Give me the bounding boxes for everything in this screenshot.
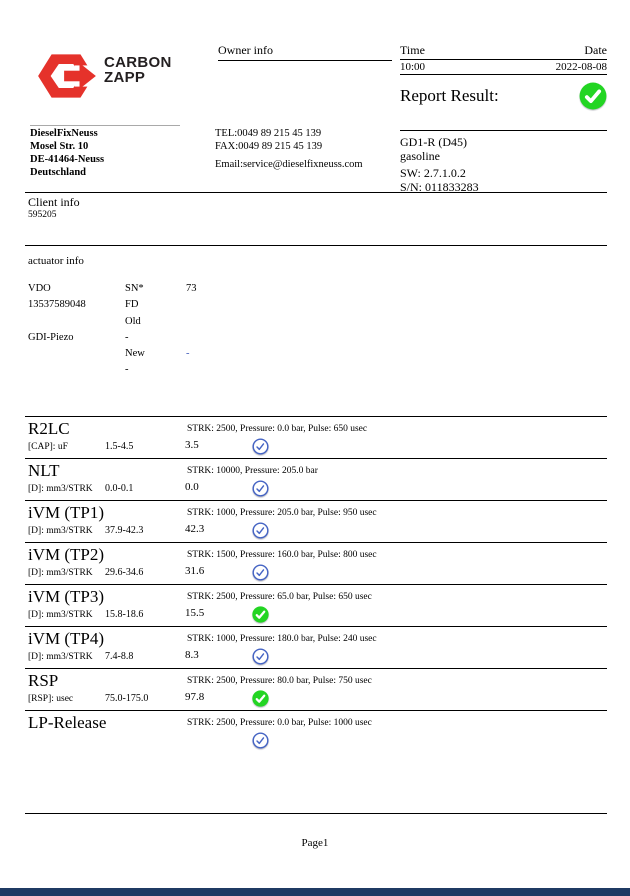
test-params: STRK: 1500, Pressure: 160.0 bar, Pulse: 800 usec (187, 550, 377, 560)
report-result-label: Report Result: (400, 86, 499, 105)
actuator-maker: VDO (28, 283, 51, 294)
owner-email: Email:service@dieselfixneuss.com (215, 159, 363, 170)
test-row-lp-release (25, 710, 607, 752)
test-name: NLT (28, 461, 60, 480)
test-name: iVM (TP4) (28, 629, 105, 648)
test-value: 42.3 (185, 523, 205, 535)
test-name: iVM (TP2) (28, 545, 105, 564)
test-status-check-icon (252, 564, 269, 581)
test-range: 15.8-18.6 (105, 609, 144, 620)
owner-info-header: Owner info (218, 43, 392, 61)
address-divider (30, 125, 180, 126)
owner-fax: FAX:0049 89 215 45 139 (215, 141, 323, 152)
client-info-value: 595205 (28, 210, 57, 220)
actuator-row (28, 346, 306, 362)
machine-sw: SW: 2.7.1.0.2 (400, 166, 466, 180)
test-params: STRK: 10000, Pressure: 205.0 bar (187, 466, 318, 476)
machine-sn: S/N: 011833283 (400, 179, 479, 194)
test-unit: [D]: mm3/STRK (28, 484, 93, 494)
test-name: LP-Release (28, 713, 107, 732)
bottom-bar (0, 888, 630, 896)
owner-street: Mosel Str. 10 (30, 141, 89, 152)
test-value: 31.6 (185, 565, 205, 577)
test-row-r2lc (25, 416, 607, 458)
owner-tel: TEL:0049 89 215 45 139 (215, 128, 322, 139)
test-row-ivm-tp4 (25, 626, 607, 668)
machine-fuel: gasoline (400, 148, 440, 163)
actuator-sn-label: SN* (125, 283, 144, 294)
test-unit: [RSP]: usec (28, 694, 74, 704)
test-results-table (25, 416, 607, 752)
test-params: STRK: 2500, Pressure: 0.0 bar, Pulse: 1000 usec (187, 718, 372, 728)
carbon-zapp-logo-text (104, 56, 172, 85)
test-unit: [D]: mm3/STRK (28, 610, 93, 620)
test-range: 7.4-8.8 (105, 651, 134, 662)
test-row-ivm-tp1 (25, 500, 607, 542)
actuator-row: - (125, 364, 129, 376)
owner-country: Deutschland (30, 167, 87, 178)
actuator-sn-value: 73 (186, 283, 197, 294)
time-date-values-row (400, 60, 607, 75)
client-bottom-divider (25, 245, 607, 246)
test-row-ivm-tp3 (25, 584, 607, 626)
test-range: 1.5-4.5 (105, 441, 134, 452)
test-unit: [D]: mm3/STRK (28, 568, 93, 578)
test-value: 97.8 (185, 691, 205, 703)
test-name: R2LC (28, 419, 70, 438)
test-status-check-icon (252, 732, 269, 749)
actuator-old-label: Old (125, 315, 141, 327)
test-params: STRK: 2500, Pressure: 80.0 bar, Pulse: 750 usec (187, 676, 372, 686)
page-number: Page1 (301, 837, 329, 849)
test-status-check-icon (252, 438, 269, 455)
actuator-row (28, 330, 306, 346)
test-params: STRK: 1000, Pressure: 205.0 bar, Pulse: 950 usec (187, 508, 377, 518)
actuator-type: GDI-Piezo (28, 331, 74, 343)
test-params: STRK: 2500, Pressure: 65.0 bar, Pulse: 650 usec (187, 592, 372, 602)
test-value: 15.5 (185, 607, 205, 619)
actuator-row (28, 297, 306, 313)
test-row-nlt (25, 458, 607, 500)
actuator-row (28, 314, 306, 330)
actuator-old-value: - (125, 331, 129, 343)
actuator-new-label: New (125, 348, 145, 360)
date-value: 2022-08-08 (555, 61, 607, 73)
owner-city: DE-41464-Neuss (30, 154, 105, 165)
test-name: iVM (TP1) (28, 503, 105, 522)
test-status-check-icon (252, 480, 269, 497)
brand-line1: CARBON (104, 54, 172, 71)
owner-contact (215, 127, 363, 171)
footer-divider (25, 813, 607, 814)
test-unit: [D]: mm3/STRK (28, 652, 93, 662)
test-unit: [CAP]: uF (28, 442, 68, 452)
test-value: 8.3 (185, 649, 199, 661)
date-label: Date (584, 43, 607, 57)
time-date-block (400, 43, 607, 75)
machine-model: GD1-R (D45) (400, 135, 467, 149)
client-top-divider (25, 192, 607, 193)
time-value: 10:00 (400, 61, 426, 73)
actuator-part-number: 13537589048 (28, 299, 86, 311)
owner-name: DieselFixNeuss (30, 128, 98, 139)
test-value: 3.5 (185, 439, 199, 451)
test-status-check-icon (252, 648, 269, 665)
report-result-check-icon (579, 82, 607, 110)
test-range: 29.6-34.6 (105, 567, 144, 578)
machine-divider (400, 130, 607, 131)
actuator-info-label: actuator info (28, 255, 84, 267)
brand-line2: ZAPP (104, 68, 146, 86)
test-value: 0.0 (185, 481, 199, 493)
test-unit: [D]: mm3/STRK (28, 526, 93, 536)
test-range: 0.0-0.1 (105, 483, 134, 494)
actuator-new-value: - (186, 348, 190, 360)
carbon-zapp-logo-icon (36, 50, 98, 102)
actuator-fd-label: FD (125, 299, 139, 311)
time-date-labels-row (400, 43, 607, 60)
actuator-row (28, 281, 306, 297)
machine-info (400, 136, 479, 194)
test-params: STRK: 1000, Pressure: 180.0 bar, Pulse: 240 usec (187, 634, 377, 644)
test-range: 75.0-175.0 (105, 693, 149, 704)
test-status-check-icon (252, 690, 269, 707)
test-row-rsp (25, 668, 607, 710)
test-row-ivm-tp2 (25, 542, 607, 584)
actuator-info-grid (28, 281, 306, 379)
time-label: Time (400, 43, 425, 57)
test-range: 37.9-42.3 (105, 525, 144, 536)
test-params: STRK: 2500, Pressure: 0.0 bar, Pulse: 650 usec (187, 424, 368, 434)
owner-address (30, 127, 104, 179)
test-name: RSP (28, 671, 59, 690)
test-name: iVM (TP3) (28, 587, 105, 606)
test-status-check-icon (252, 522, 269, 539)
test-status-check-icon (252, 606, 269, 623)
report-result-row (400, 82, 607, 110)
client-info-label: Client info (28, 195, 80, 209)
